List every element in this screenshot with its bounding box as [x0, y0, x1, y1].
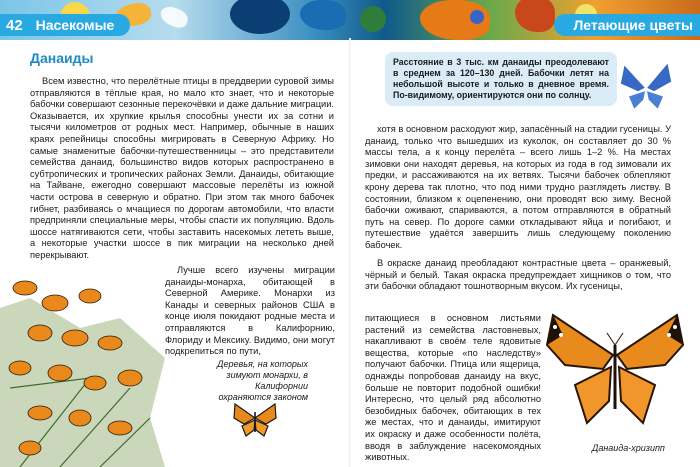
fact-callout: [385, 52, 617, 106]
right-paragraph-2: В окраске данаид преобладают контрастные цвета – оранжевый, чёрный и белый. Такая окраска предупреждает хищников о том, что эти бабочки обладают тошнотворным вкусом. Их гусеницы,: [365, 258, 671, 292]
article-heading: Данаиды: [30, 50, 94, 66]
section-title-left: Насекомые: [31, 17, 120, 33]
left-caption: Деревья, на которых зимуют монархи, в Калифорнии охраняются законом: [217, 359, 308, 402]
right-page-tab: [554, 14, 700, 56]
right-caption: Данаида-хризипп: [592, 443, 665, 453]
blue-butterfly-icon: [616, 56, 676, 116]
page-number-right: 43: [677, 39, 694, 56]
page-gutter: [349, 38, 351, 467]
section-title-right: Летающие цветы: [573, 17, 693, 33]
monarch-butterfly-illustration: [232, 400, 278, 438]
left-paragraph-1: Всем известно, что перелётные птицы в преддверии суровой зимы отправляются в тёплые края, но мало кто знает, что и некоторые бабочки совершают сезонные перекочёвки и даже дальние миграции. Оказывается, их хрупкие крылья способны унести их за сотни и тысячи километров от родных мест. Например, обычные в наших краях репейницы способны мигрировать в Северную Африку. Но самые знаменитые бабочки-путешественницы – это представители семейства данаид, большинство видов которых распространено в субтропических и тропических районах Земли. Данаиды, обитающие на Тайване, ежегодно совершают массовые перелёты из южной части острова в северную и обратно. При этом так много бабочек гибнет, разбиваясь о мчащиеся по дорогам автомобили, что власти предприняли специальные меры, чтобы спасти их популяцию. Вдоль шоссе натягиваются сети, чтобы заставить насекомых лететь выше, а некоторые участки шоссе в пик миграции на несколько дней перекрывают.: [30, 76, 334, 260]
left-page-tab: [0, 14, 130, 36]
callout-text: Расстояние в 3 тыс. км данаиды преодолевают в среднем за 120–130 дней. Бабочки летят на небольшой высоте и только в дневное время. По-видимому, ориентируются они по солнцу.: [393, 57, 609, 100]
page-number-left: 42: [6, 17, 23, 34]
monarch-tree-illustration: [0, 268, 165, 467]
danaus-chrysippus-illustration: [545, 305, 685, 435]
right-paragraph-3: питающиеся в основном листьями растений из семейства ластовневых, накапливают в своём теле ядовитые вещества, которые «по наследству» получают бабочки. Птица или ящерица, однажды попробовав данаиду на вкус, больше не повторит подобной ошибки! Интересно, что целый ряд абсолютно безобидных бабочек, обитающих в тех же местах, что и данаиды, имитируют их окраску и даже особенности полёта, вводя в заблуждение насекомоядных животных.: [365, 313, 541, 463]
left-paragraph-2: Лучше всего изучены миграции данаиды-монарха, обитающей в Северной Америке. Монархи из Канады и северных районов США в конце июля покидают родные места и отправляются в Калифорнию, Флориду и Мексику. Видимо, они могут подкрепиться по пути,: [165, 265, 335, 357]
right-paragraph-1: хотя в основном расходуют жир, запасённый на стадии гусеницы. У данаид, только что вышедших из куколок, он составляет до 30 % массы тела, а к концу перелёта – всего лишь 1–2 %. На местах зимовки они находят деревья, на которых из года в год зимовали их предки, и рассаживаются на их ветвях. Тысячи бабочек облепляют крону дерева так плотно, что под ними трудно разглядеть листву. В состоянии, близком к оцепенению, они проводят всю зиму. Весной бабочки оживают, спариваются, а потом отправляются в обратный путь на север. По дороге самки откладывают яйца и погибают, и путешествие удаётся завершить лишь следующему поколению бабочек.: [365, 124, 671, 250]
